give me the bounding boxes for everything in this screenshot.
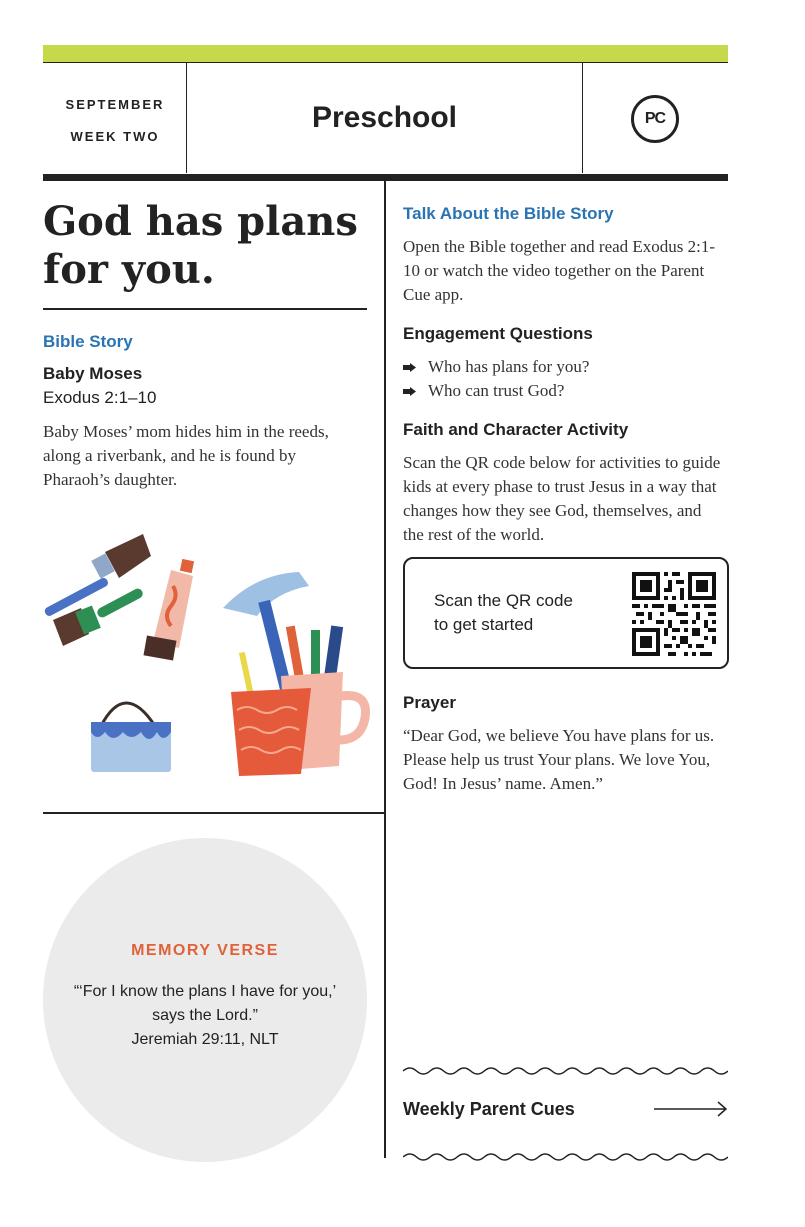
memory-verse-card — [43, 838, 367, 1162]
page-title: Preschool — [187, 63, 583, 173]
header-month: SEPTEMBER — [65, 97, 165, 112]
wavy-divider-bottom — [403, 1150, 728, 1164]
header — [43, 62, 728, 174]
orange-cup-icon — [231, 688, 311, 776]
bible-story-title: Baby Moses — [43, 364, 143, 383]
prayer-heading: Prayer — [403, 693, 456, 712]
qr-code-card[interactable] — [403, 557, 729, 669]
bible-story-reference: Exodus 2:1–10 — [43, 388, 157, 407]
memory-verse-quote: “‘For I know the plans I have for you,’ says the Lord.” — [73, 983, 337, 1024]
memory-verse-text — [69, 980, 341, 1052]
arrow-bullet-icon — [403, 363, 416, 372]
engagement-heading: Engagement Questions — [403, 324, 593, 343]
engagement-question: Who can trust God? — [428, 381, 565, 400]
header-divider — [43, 174, 728, 181]
weekly-parent-cues-link[interactable]: Weekly Parent Cues — [403, 1099, 575, 1119]
talk-body: Open the Bible together and read Exodus 2:1-10 or watch the video together on the Parent Cue app. — [403, 237, 716, 304]
paint-tube-icon — [143, 559, 194, 661]
top-accent-bar — [43, 45, 728, 62]
list-item — [403, 379, 723, 403]
arrow-bullet-icon — [403, 387, 416, 396]
talk-heading: Talk About the Bible Story — [403, 204, 614, 223]
bible-story-summary: Baby Moses’ mom hides him in the reeds, along a riverbank, and he is found by Pharaoh’s daughter. — [43, 422, 329, 489]
engagement-question-list — [403, 355, 723, 403]
left-column-divider — [43, 812, 385, 814]
wavy-divider-top — [403, 1064, 728, 1078]
activity-heading: Faith and Character Activity — [403, 420, 629, 439]
column-divider — [384, 181, 386, 1158]
paint-can-icon — [91, 703, 171, 772]
art-supplies-illustration — [43, 530, 373, 780]
qr-line-1: Scan the QR code — [434, 591, 573, 610]
parent-cue-logo: PC — [631, 95, 679, 143]
memory-verse-reference: Jeremiah 29:11, NLT — [131, 1031, 279, 1048]
memory-verse-label: MEMORY VERSE — [131, 942, 279, 959]
bible-story-heading: Bible Story — [43, 332, 133, 351]
engagement-question: Who has plans for you? — [428, 357, 590, 376]
prayer-body: “Dear God, we believe You have plans for us. Please help us trust Your plans. We love You, God! In Jesus’ name. Amen.” — [403, 726, 715, 793]
arrow-right-icon[interactable] — [654, 1101, 728, 1117]
header-week: WEEK TWO — [70, 129, 160, 144]
green-paintbrush-icon — [53, 587, 144, 646]
header-date — [43, 63, 187, 173]
headline-divider — [43, 308, 367, 310]
qr-code-icon[interactable] — [632, 572, 716, 656]
qr-instructions — [434, 589, 573, 637]
list-item — [403, 355, 723, 379]
qr-line-2: to get started — [434, 615, 534, 634]
activity-body: Scan the QR code below for activities to guide kids at every phase to trust Jesus in a way that changes how they see God, themselves, and the rest of the world. — [403, 453, 721, 544]
headline: God has plans for you. — [43, 198, 358, 293]
blue-paintbrush-icon — [43, 534, 151, 617]
